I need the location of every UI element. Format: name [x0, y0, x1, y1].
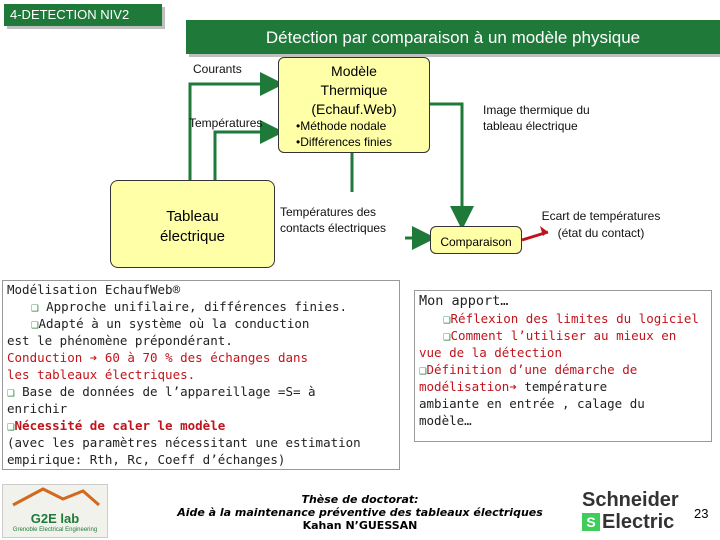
- contribution-bullet-3-line4: modèle…: [419, 413, 472, 428]
- thesis-line-1: Thèse de doctorat:: [301, 493, 419, 506]
- model-bullets: [296, 118, 392, 150]
- contact-temps-line-2: contacts électriques: [280, 221, 387, 235]
- schneider-line-2: Electric: [602, 511, 675, 533]
- echaufweb-bullet-3: ❑ Base de données de l’appareillage =S= à: [7, 384, 316, 399]
- page-number: 23: [694, 506, 709, 521]
- tableau-line-2: électrique: [159, 228, 226, 245]
- model-title-2: Thermique: [320, 82, 388, 98]
- thesis-footer: [170, 493, 550, 532]
- contribution-bullet-3: ❑Définition d’une démarche de: [419, 362, 638, 377]
- schneider-logo: [582, 490, 686, 532]
- echaufweb-bullet-4-cont2: empirique: Rth, Rc, Coeff d’échanges): [7, 452, 286, 467]
- model-title-1: Modèle: [331, 63, 377, 79]
- conduction-highlight-2: les tableaux électriques.: [7, 367, 196, 382]
- g2elab-subtitle: Grenoble Electrical Engineering: [12, 527, 98, 533]
- echaufweb-bullet-2-cont: est le phénomène prépondérant.: [7, 333, 233, 348]
- thesis-line-2: Aide à la maintenance préventive des tableaux électriques: [177, 506, 543, 519]
- schneider-line-1: Schneider: [582, 489, 679, 511]
- contribution-bullet-3-line3: ambiante en entrée , calage du: [419, 396, 645, 411]
- echaufweb-bullet-2: ❑Adapté à un système où la conduction: [31, 316, 310, 331]
- arrow-temperatures: [215, 132, 278, 180]
- slide-title: Détection par comparaison à un modèle physique: [186, 20, 720, 54]
- echaufweb-heading: Modélisation EchaufWeb®: [7, 282, 181, 297]
- section-tag: 4-DETECTION NIV2: [4, 4, 162, 26]
- contact-temps-line-1: Températures des: [280, 205, 377, 219]
- echaufweb-bullet-4-cont1: (avec les paramètres nécessitant une estimation: [7, 435, 361, 450]
- conduction-highlight: Conduction ➔ 60 à 70 % des échanges dans: [7, 350, 309, 365]
- tableau-electrique-box: [110, 180, 275, 268]
- contribution-heading: Mon apport…: [419, 293, 509, 309]
- label-thermal-image: [483, 102, 590, 134]
- thesis-author: Kahan N’GUESSAN: [302, 519, 418, 532]
- echaufweb-bullet-3-cont: enrichir: [7, 401, 68, 416]
- model-title-3: (Echauf.Web): [311, 101, 397, 117]
- ecart-line-2: (état du contact): [557, 226, 645, 240]
- contribution-bullet-3-line2: modélisation➔ température: [419, 379, 608, 394]
- schneider-line-2-wrap: [582, 512, 686, 532]
- contribution-panel: [414, 290, 712, 442]
- g2elab-logo: [2, 484, 108, 538]
- schneider-mark-icon: S: [582, 513, 600, 531]
- label-ecart: [530, 208, 672, 242]
- label-courants: Courants: [193, 62, 242, 76]
- arrow-thermal-image: [430, 104, 462, 224]
- label-contact-temperatures: [280, 204, 386, 236]
- echaufweb-bullet-1: ❑ Approche unifilaire, différences finies.: [31, 299, 348, 314]
- contribution-bullet-1: ❑Réflexion des limites du logiciel: [443, 311, 699, 326]
- g2elab-name: G2E lab: [30, 511, 80, 526]
- thermal-image-line-2: tableau électrique: [483, 119, 578, 133]
- contribution-bullet-2-cont: vue de la détection: [419, 345, 562, 360]
- g2elab-roof-icon: [3, 485, 107, 507]
- model-bullet-nodal: •Méthode nodale: [296, 119, 387, 133]
- echaufweb-bullet-4: ❑Nécessité de caler le modèle: [7, 418, 226, 433]
- tableau-line-1: Tableau: [166, 208, 219, 225]
- ecart-line-1: Ecart de températures: [541, 209, 661, 223]
- label-temperatures: Températures: [189, 116, 263, 130]
- contribution-bullet-2: ❑Comment l’utiliser au mieux en: [443, 328, 677, 343]
- echaufweb-panel: [2, 280, 400, 470]
- model-bullet-finite: •Différences finies: [296, 135, 393, 149]
- comparison-box: Comparaison: [430, 226, 522, 254]
- thermal-image-line-1: Image thermique du: [483, 103, 590, 117]
